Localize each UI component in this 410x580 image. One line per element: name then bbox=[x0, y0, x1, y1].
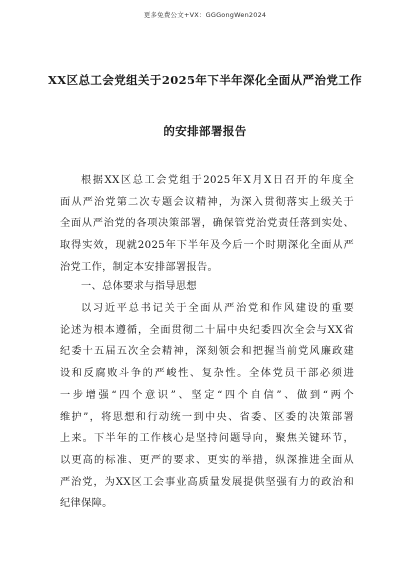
paragraph-line: 一步增强“四个意识”、坚定“四个自信”、做到“两个 bbox=[60, 389, 354, 401]
paragraph-line: 面从严治党第二次专题会议精神，为深入贯彻落实上级关于 bbox=[60, 196, 354, 208]
paragraph-line: 严治党，为XX区工会事业高质量发展提供坚强有力的政治和 bbox=[60, 476, 354, 488]
paragraph-line: 纪律保障。 bbox=[60, 498, 113, 510]
paragraph-line: 以更高的标准、更严的要求、更实的举措，纵深推进全面从 bbox=[60, 454, 354, 466]
paragraph-line: 取得实效，现就2025年下半年及今后一个时期深化全面从严 bbox=[60, 240, 354, 252]
paragraph-line: 以习近平总书记关于全面从严治党和作风建设的重要 bbox=[81, 303, 354, 314]
document-title-line-1: XX区总工会党组关于2025年下半年深化全面从严治党工作 bbox=[47, 73, 363, 87]
section1-paragraph bbox=[60, 298, 354, 515]
paragraph-line: 根据XX区总工会党组于2025年X月X日召开的年度全 bbox=[81, 175, 354, 186]
header-note: 更多免费公文+VX：GGGongWen2024 bbox=[143, 11, 267, 19]
paragraph-line: 全面从严治党的各项决策部署，确保管党治党责任落到实处、 bbox=[60, 218, 354, 230]
paragraph-line: 上来。下半年的工作核心是坚持问题导向，聚焦关键环节， bbox=[60, 433, 354, 445]
paragraph-line: 论述为根本遵循，全面贯彻二十届中央纪委四次全会与XX省 bbox=[60, 324, 354, 336]
paragraph-line: 设和反腐败斗争的严峻性、复杂性。全体党员干部必须进 bbox=[60, 368, 354, 380]
paragraph-line: 治党工作，制定本安排部署报告。 bbox=[60, 261, 219, 273]
paragraph-line: 纪委十五届五次全会精神，深刻领会和把握当前党风廉政建 bbox=[60, 346, 354, 358]
section-heading: 一、总体要求与指导思想 bbox=[81, 281, 197, 292]
document-title-line-2: 的安排部署报告 bbox=[163, 124, 247, 138]
intro-paragraph bbox=[60, 170, 354, 279]
paragraph-line: 维护”，将思想和行动统一到中央、省委、区委的决策部署 bbox=[60, 411, 354, 423]
